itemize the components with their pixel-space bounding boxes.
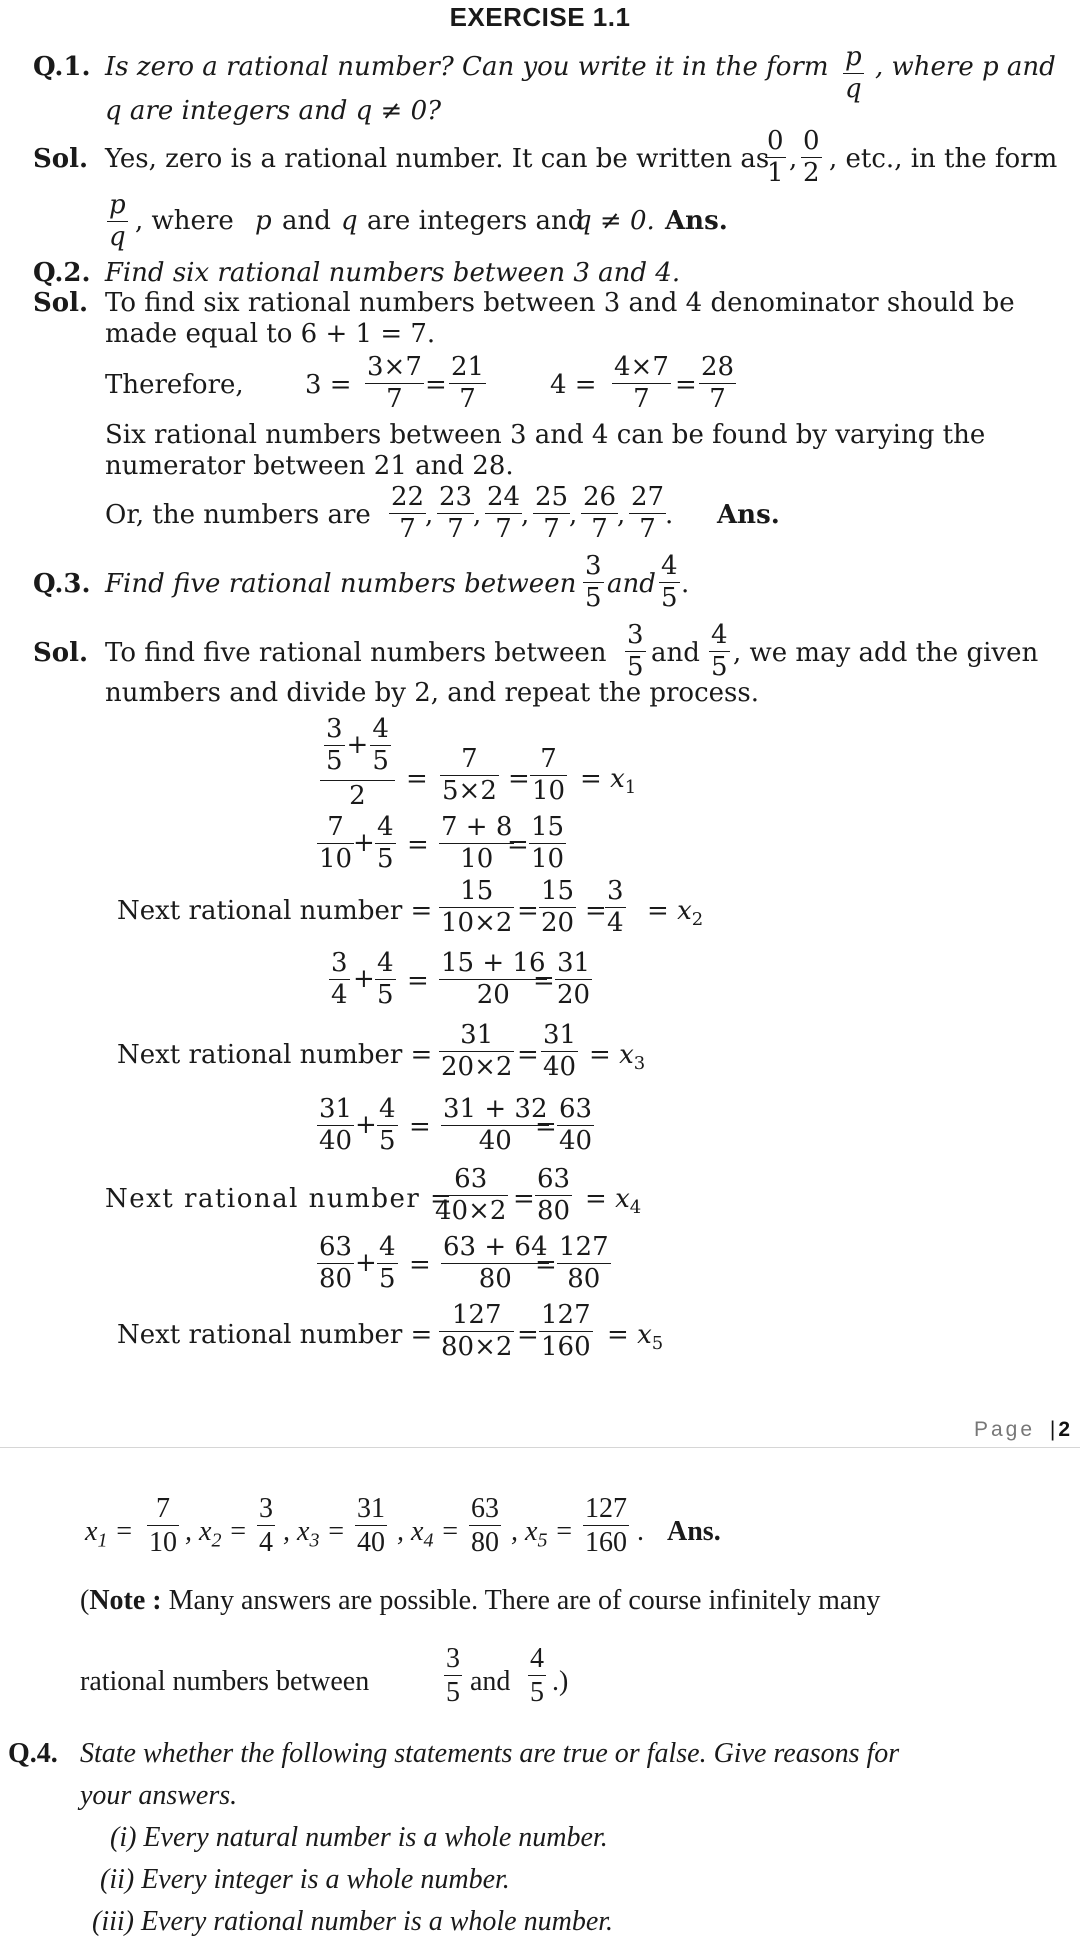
solution-2-line-2: made equal to 6 + 1 = 7. xyxy=(105,319,436,349)
question-label: Q.3. xyxy=(33,569,91,599)
fraction-7-over-10: $\frac{7}{10}$ xyxy=(532,744,566,807)
question-4-line-2: your answers. xyxy=(80,1780,238,1811)
question-text: Find five rational numbers between xyxy=(105,569,577,599)
fraction-0-over-1: $\frac{0}{1}$ xyxy=(767,126,784,189)
fraction-3-over-5: $\frac{3}{5}$ xyxy=(585,551,602,614)
solution-text: Yes, zero is a rational number. It can be written as xyxy=(105,144,770,174)
solution-2-line-5: numerator between 21 and 28. xyxy=(105,451,514,481)
fraction-4x7-over-7: $\frac{4\times 7}{7}$ xyxy=(614,352,669,415)
fraction-p-over-q: $\frac{p}{q}$ xyxy=(845,42,862,105)
note: (Note : Many answers are possible. There are of course infinitely many xyxy=(80,1585,881,1616)
fraction-24-over-7: $\frac{24}{7}$ xyxy=(487,482,521,545)
complex-fraction: $\frac{3}{5}$ + $\frac{4}{5}$ 2 xyxy=(320,716,395,810)
fraction-25-over-7: $\frac{25}{7}$ xyxy=(535,482,569,545)
fraction-28-over-7: $\frac{28}{7}$ xyxy=(701,352,735,415)
solution-3-line-2: numbers and divide by 2, and repeat the process. xyxy=(105,678,759,708)
page-footer xyxy=(974,1418,1070,1442)
statement-iii: (iii) Every rational number is a whole number. xyxy=(92,1906,614,1937)
fraction-27-over-7: $\frac{27}{7}$ xyxy=(631,482,665,545)
fraction-4-over-5: $\frac{4}{5}$ xyxy=(661,551,678,614)
question-label: Q.4. xyxy=(8,1738,58,1769)
page-word: Page xyxy=(973,1418,1035,1441)
fraction-0-over-2: $\frac{0}{2}$ xyxy=(803,126,820,189)
step-x1: $\frac{3}{5}$ + $\frac{4}{5}$ 2 = $\frac{7}{5\times 2}$ = $\frac{7}{10}$ = $x_1$ xyxy=(318,716,718,812)
fraction-4-over-5: $\frac{4}{5}$ xyxy=(711,620,728,683)
question-text: Is zero a rational number? Can you write it in the form xyxy=(105,52,829,82)
page-separator: | xyxy=(1049,1418,1059,1441)
question-text: Find six rational numbers between 3 and 4. xyxy=(104,258,681,288)
fraction-3-over-5: $\frac{3}{5}$ xyxy=(627,620,644,683)
note-label: Note : xyxy=(89,1585,162,1616)
answer-marker: Ans. xyxy=(665,206,728,236)
question-1-line-2: q are integers and q ≠ 0? xyxy=(105,96,442,126)
fraction-3x7-over-7: $\frac{3\times 7}{7}$ xyxy=(367,352,422,415)
fraction-22-over-7: $\frac{22}{7}$ xyxy=(391,482,425,545)
question-text-end: , where p and xyxy=(875,52,1056,82)
solution-label: Sol. xyxy=(33,638,89,668)
fraction-26-over-7: $\frac{26}{7}$ xyxy=(583,482,617,545)
question-2 xyxy=(33,258,1053,288)
fraction-23-over-7: $\frac{23}{7}$ xyxy=(439,482,473,545)
page-divider xyxy=(0,1447,1080,1448)
question-label: Q.1. xyxy=(33,52,91,82)
note-text: Many answers are possible. There are of course infinitely many xyxy=(168,1585,881,1616)
page-number: 2 xyxy=(1058,1418,1070,1441)
fraction-21-over-7: $\frac{21}{7}$ xyxy=(451,352,485,415)
fraction-p-over-q: $\frac{p}{q}$ xyxy=(109,190,126,253)
fraction-7-over-5x2: $\frac{7}{5\times 2}$ xyxy=(442,744,497,807)
question-label: Q.2. xyxy=(33,258,91,288)
solution-2-line-4: Six rational numbers between 3 and 4 can be found by varying the xyxy=(105,420,986,450)
answer-marker: Ans. xyxy=(717,500,780,530)
solution-text: To find six rational numbers between 3 and 4 denominator should be xyxy=(105,288,1015,318)
question-text: State whether the following statements are true or false. Give reasons for xyxy=(80,1738,900,1769)
solution-label: Sol. xyxy=(33,288,89,318)
page-title: EXERCISE 1.1 xyxy=(449,2,631,32)
answer-marker: Ans. xyxy=(667,1516,721,1547)
solution-label: Sol. xyxy=(33,144,89,174)
statement-ii: (ii) Every integer is a whole number. xyxy=(100,1864,510,1895)
statement-i: (i) Every natural number is a whole number. xyxy=(110,1822,608,1853)
solution-text-end: , etc., in the form xyxy=(829,144,1058,174)
